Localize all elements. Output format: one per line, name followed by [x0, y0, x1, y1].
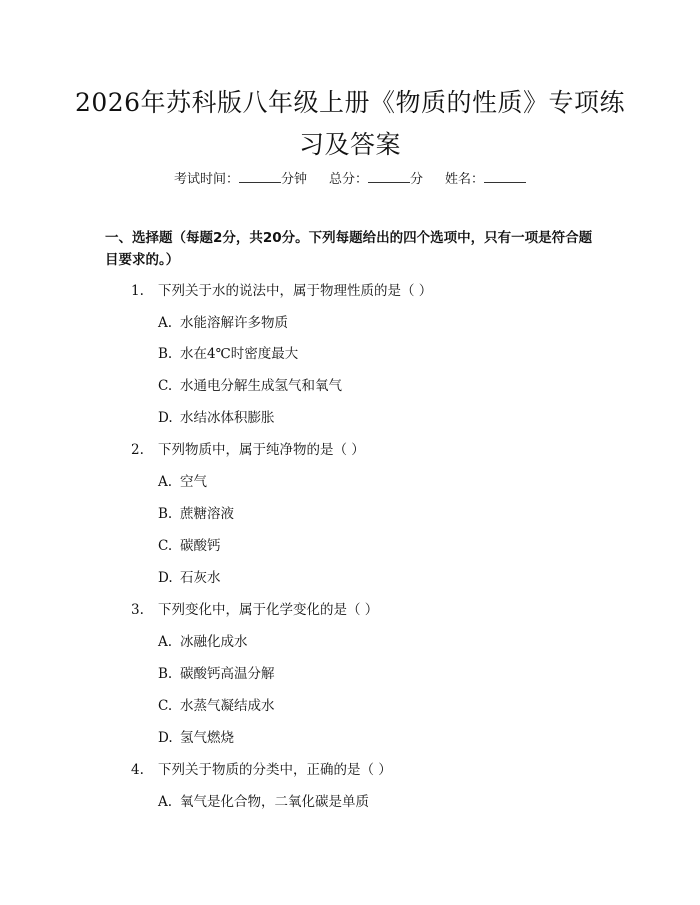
- exam-time-unit: 分钟: [280, 172, 307, 187]
- option-item: [158, 696, 608, 716]
- total-score-label: 总分：: [328, 172, 368, 187]
- question-item: [131, 440, 611, 460]
- option-item: [158, 536, 608, 556]
- exam-info-line: [0, 168, 700, 190]
- option-text: 水能溶解许多物质: [180, 315, 288, 331]
- question-number: 4.: [131, 762, 144, 778]
- exam-time-blank: [239, 168, 281, 183]
- option-item: [158, 568, 608, 588]
- option-letter: A.: [158, 474, 173, 490]
- question-text: 下列关于物质的分类中，正确的是（ ）: [158, 762, 392, 778]
- option-item: [158, 728, 608, 748]
- section-heading: 一、选择题（每题2分，共20分。下列每题给出的四个选项中，只有一项是符合题目要求的。）: [105, 230, 593, 268]
- option-item: [158, 472, 608, 492]
- option-letter: C.: [158, 378, 173, 394]
- exam-time-label: 考试时间：: [173, 172, 239, 187]
- document-title: 2026年苏科版八年级上册《物质的性质》专项练习及答案: [74, 88, 626, 159]
- option-letter: A.: [158, 794, 173, 810]
- option-item: [158, 344, 608, 364]
- option-letter: B.: [158, 506, 173, 522]
- option-item: [158, 376, 608, 396]
- question-text: 下列物质中，属于纯净物的是（ ）: [158, 442, 365, 458]
- option-text: 水蒸气凝结成水: [180, 698, 275, 714]
- option-item: [158, 632, 608, 652]
- option-text: 氧气是化合物，二氧化碳是单质: [180, 794, 369, 810]
- question-item: [131, 760, 611, 780]
- option-text: 空气: [180, 474, 207, 490]
- question-item: [131, 600, 611, 620]
- option-item: [158, 792, 608, 812]
- option-text: 氢气燃烧: [180, 730, 234, 746]
- option-text: 石灰水: [180, 570, 221, 586]
- student-name-label: 姓名：: [445, 172, 485, 187]
- option-text: 碳酸钙: [180, 538, 221, 554]
- question-number: 2.: [131, 442, 144, 458]
- option-letter: B.: [158, 346, 173, 362]
- option-text: 水通电分解生成氢气和氧气: [180, 378, 342, 394]
- option-letter: A.: [158, 315, 173, 331]
- option-text: 水结冰体积膨胀: [180, 410, 275, 426]
- question-number: 3.: [131, 602, 144, 618]
- option-letter: D.: [158, 570, 173, 586]
- question-number: 1.: [131, 283, 144, 299]
- option-letter: C.: [158, 538, 173, 554]
- option-text: 冰融化成水: [180, 634, 248, 650]
- option-text: 碳酸钙高温分解: [180, 666, 275, 682]
- student-name-blank: [484, 168, 526, 183]
- question-text: 下列关于水的说法中，属于物理性质的是（ ）: [158, 283, 433, 299]
- option-letter: C.: [158, 698, 173, 714]
- total-score-blank: [368, 168, 410, 183]
- option-item: [158, 504, 608, 524]
- question-text: 下列变化中，属于化学变化的是（ ）: [158, 602, 379, 618]
- total-score-unit: 分: [410, 172, 424, 187]
- option-text: 蔗糖溶液: [180, 506, 234, 522]
- option-letter: A.: [158, 634, 173, 650]
- option-text: 水在4℃时密度最大: [180, 346, 299, 362]
- option-letter: B.: [158, 666, 173, 682]
- option-item: [158, 313, 608, 333]
- option-letter: D.: [158, 410, 173, 426]
- question-item: [131, 281, 611, 301]
- option-item: [158, 408, 608, 428]
- option-letter: D.: [158, 730, 173, 746]
- option-item: [158, 664, 608, 684]
